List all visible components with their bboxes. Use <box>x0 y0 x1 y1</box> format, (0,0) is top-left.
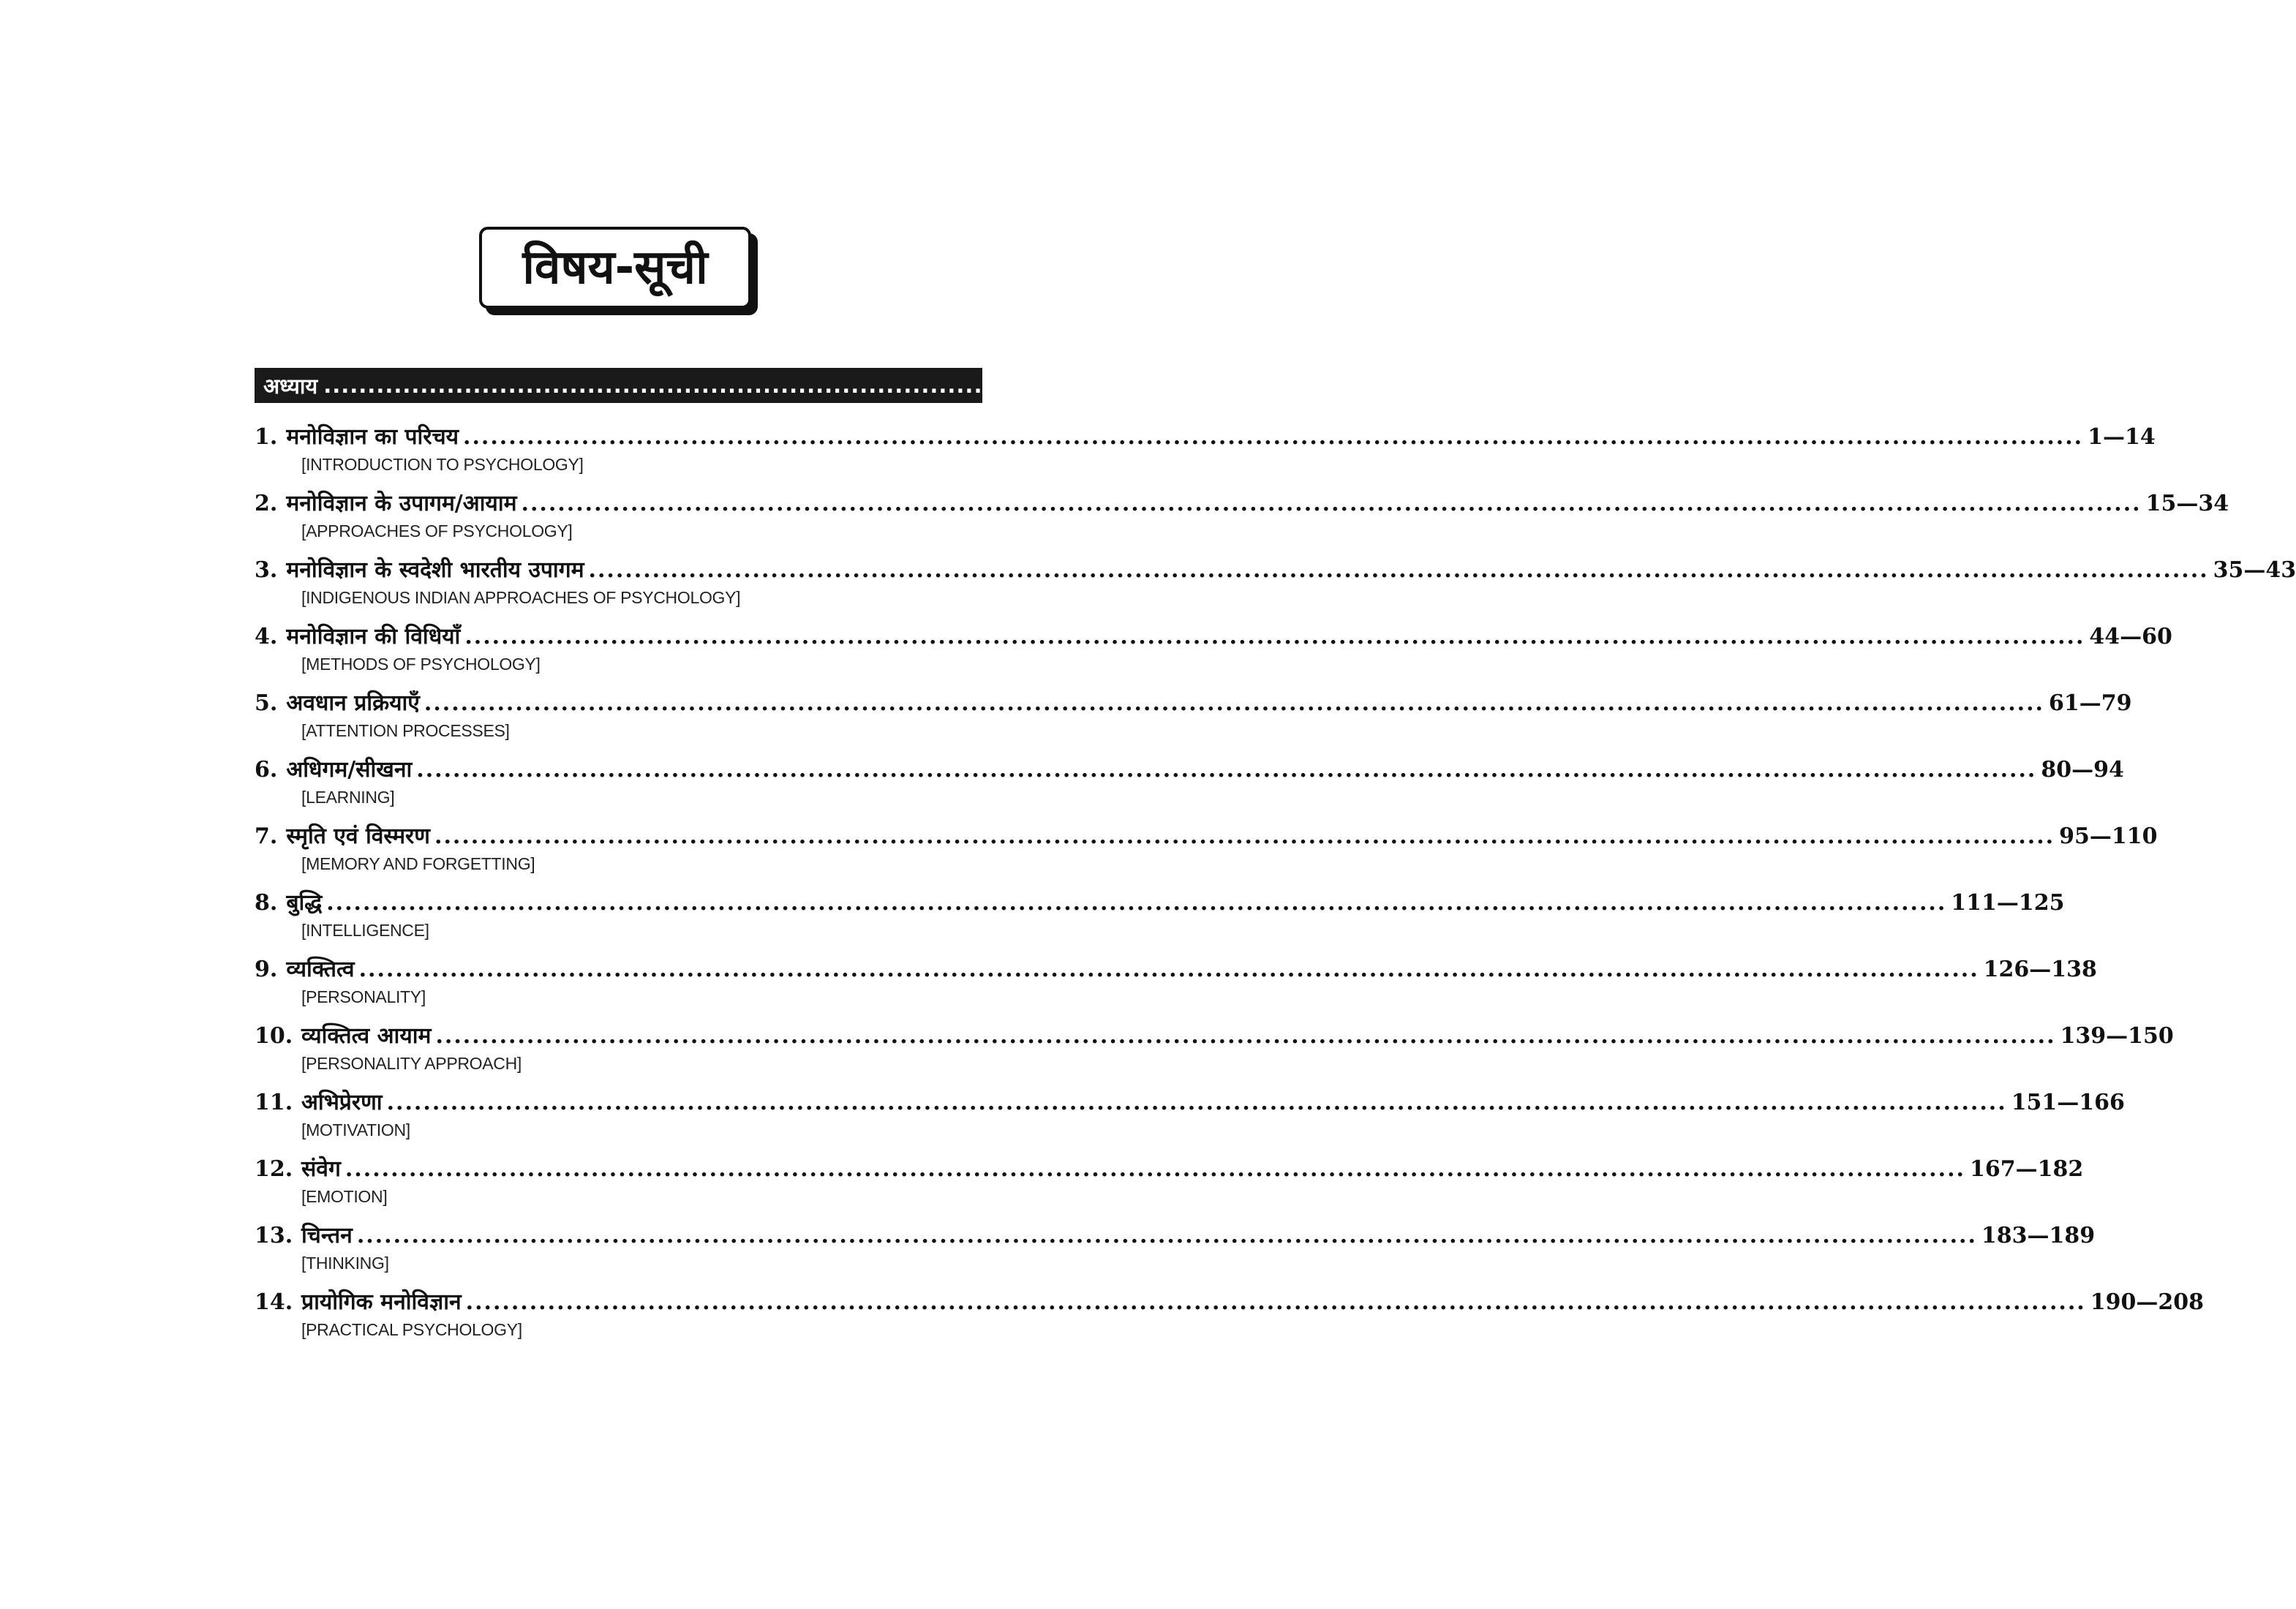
chapter-number: 9. <box>255 957 278 982</box>
leader-dots <box>435 1022 2055 1051</box>
chapter-number: 1. <box>255 424 278 450</box>
toc-entry-line <box>255 889 2065 918</box>
toc-entry <box>255 689 2132 755</box>
leader-dots <box>522 489 2142 519</box>
toc-entry-line <box>255 1288 2204 1317</box>
leader-dots <box>357 1221 1977 1251</box>
chapter-number: 3. <box>255 557 278 583</box>
toc-entry-line <box>255 822 2158 851</box>
leader-dots <box>589 556 2209 585</box>
chapter-number: 14. <box>255 1289 293 1315</box>
leader-dots <box>424 689 2044 718</box>
toc-entry <box>255 755 2124 822</box>
chapter-title: मनोविज्ञान की विधियाँ <box>286 624 461 649</box>
chapter-number: 10. <box>255 1023 293 1049</box>
toc-header-bar <box>255 359 1684 412</box>
chapter-title: चिन्तन <box>301 1223 353 1248</box>
chapter-subtitle: [PERSONALITY] <box>301 987 426 1006</box>
page-range: 1—14 <box>2088 424 2156 450</box>
toc-entry <box>255 1088 2125 1155</box>
chapter-subtitle: [THINKING] <box>301 1254 389 1273</box>
chapter-number: 6. <box>255 757 278 783</box>
chapter-number: 13. <box>255 1223 293 1248</box>
chapter-subtitle: [INDIGENOUS INDIAN APPROACHES OF PSYCHOLOGY] <box>301 588 741 607</box>
leader-dots <box>326 889 1946 918</box>
toc-entry-line <box>255 755 2124 785</box>
toc-entry <box>255 423 2156 489</box>
header-leader-dots: ..................................................................................................................................................... <box>323 373 1633 398</box>
chapter-number: 11. <box>255 1090 293 1115</box>
chapter-subtitle: [MEMORY AND FORGETTING] <box>301 854 535 873</box>
leader-dots <box>434 822 2055 851</box>
toc-entry <box>255 1288 2204 1354</box>
toc-entry-line <box>255 1022 2174 1051</box>
chapter-title: स्मृति एवं विस्मरण <box>286 824 430 849</box>
chapter-title: मनोविज्ञान का परिचय <box>286 424 459 450</box>
page-range: 126—138 <box>1983 957 2097 982</box>
title-box <box>479 227 751 309</box>
chapter-subtitle: [EMOTION] <box>301 1187 388 1206</box>
chapter-number: 5. <box>255 690 278 716</box>
toc-entry-line <box>255 955 2097 984</box>
page-range: 44—60 <box>2089 624 2172 649</box>
page-range: 35—43 <box>2213 557 2296 583</box>
page-title: विषय-सूची <box>522 241 708 295</box>
chapter-subtitle: [METHODS OF PSYCHOLOGY] <box>301 655 541 674</box>
page-range: 183—189 <box>1981 1223 2096 1248</box>
leader-dots <box>463 423 2083 452</box>
header-chapter-label: अध्याय <box>263 373 318 399</box>
chapter-title: अधिगम/सीखना <box>286 757 413 783</box>
chapter-title: संवेग <box>301 1156 341 1182</box>
leader-dots <box>387 1088 2007 1118</box>
chapter-subtitle: [APPROACHES OF PSYCHOLOGY] <box>301 521 573 540</box>
chapter-title: व्यक्तित्व आयाम <box>301 1023 432 1049</box>
toc-entry-line <box>255 1088 2125 1118</box>
chapter-subtitle: [LEARNING] <box>301 788 395 807</box>
toc-entry-line <box>255 556 2296 585</box>
chapter-title: मनोविज्ञान के उपागम/आयाम <box>286 491 517 516</box>
toc-entry <box>255 1022 2174 1088</box>
chapter-subtitle: [MOTIVATION] <box>301 1120 410 1139</box>
leader-dots <box>359 955 1979 984</box>
toc-entry-line <box>255 689 2132 718</box>
chapter-title: अभिप्रेरणा <box>301 1090 383 1115</box>
leader-dots <box>466 1288 2086 1317</box>
toc-entry-line <box>255 1221 2096 1251</box>
toc-entry <box>255 489 2229 556</box>
toc-entry-line <box>255 489 2229 519</box>
page-range: 80—94 <box>2041 757 2124 783</box>
table-of-contents <box>255 423 2296 1354</box>
page-range: 15—34 <box>2145 491 2229 516</box>
chapter-subtitle: [PRACTICAL PSYCHOLOGY] <box>301 1320 522 1339</box>
leader-dots <box>345 1155 1965 1184</box>
toc-entry <box>255 889 2065 955</box>
chapter-subtitle: [PERSONALITY APPROACH] <box>301 1054 522 1073</box>
chapter-number: 4. <box>255 624 278 649</box>
chapter-number: 8. <box>255 890 278 916</box>
page-range: 167—182 <box>1969 1156 2084 1182</box>
chapter-subtitle: [INTRODUCTION TO PSYCHOLOGY] <box>301 455 584 474</box>
page-range: 111—125 <box>1951 890 2065 916</box>
chapter-subtitle: [INTELLIGENCE] <box>301 921 429 940</box>
chapter-title: व्यक्तित्व <box>286 957 355 982</box>
page-range: 61—79 <box>2048 690 2132 716</box>
toc-entry <box>255 1221 2096 1288</box>
header-page-number-label: पृष्ठ–संख्या <box>1638 359 1684 412</box>
toc-entry-line <box>255 1155 2084 1184</box>
chapter-title: अवधान प्रक्रियाएँ <box>286 690 420 716</box>
leader-dots <box>464 622 2085 652</box>
chapter-number: 12. <box>255 1156 293 1182</box>
toc-entry-line <box>255 622 2172 652</box>
toc-entry <box>255 822 2158 889</box>
chapter-number: 2. <box>255 491 278 516</box>
toc-entry <box>255 556 2296 622</box>
chapter-title: मनोविज्ञान के स्वदेशी भारतीय उपागम <box>286 557 584 583</box>
chapter-title: प्रायोगिक मनोविज्ञान <box>301 1289 462 1315</box>
page-range: 139—150 <box>2060 1023 2174 1049</box>
chapter-subtitle: [ATTENTION PROCESSES] <box>301 721 510 740</box>
toc-entry <box>255 1155 2084 1221</box>
chapter-title: बुद्धि <box>286 890 323 916</box>
chapter-number: 7. <box>255 824 278 849</box>
toc-entry <box>255 955 2097 1022</box>
toc-entry-line <box>255 423 2156 452</box>
leader-dots <box>416 755 2036 785</box>
page-range: 190—208 <box>2090 1289 2204 1315</box>
toc-entry <box>255 622 2172 689</box>
page-range: 95—110 <box>2059 824 2158 849</box>
page-range: 151—166 <box>2011 1090 2125 1115</box>
